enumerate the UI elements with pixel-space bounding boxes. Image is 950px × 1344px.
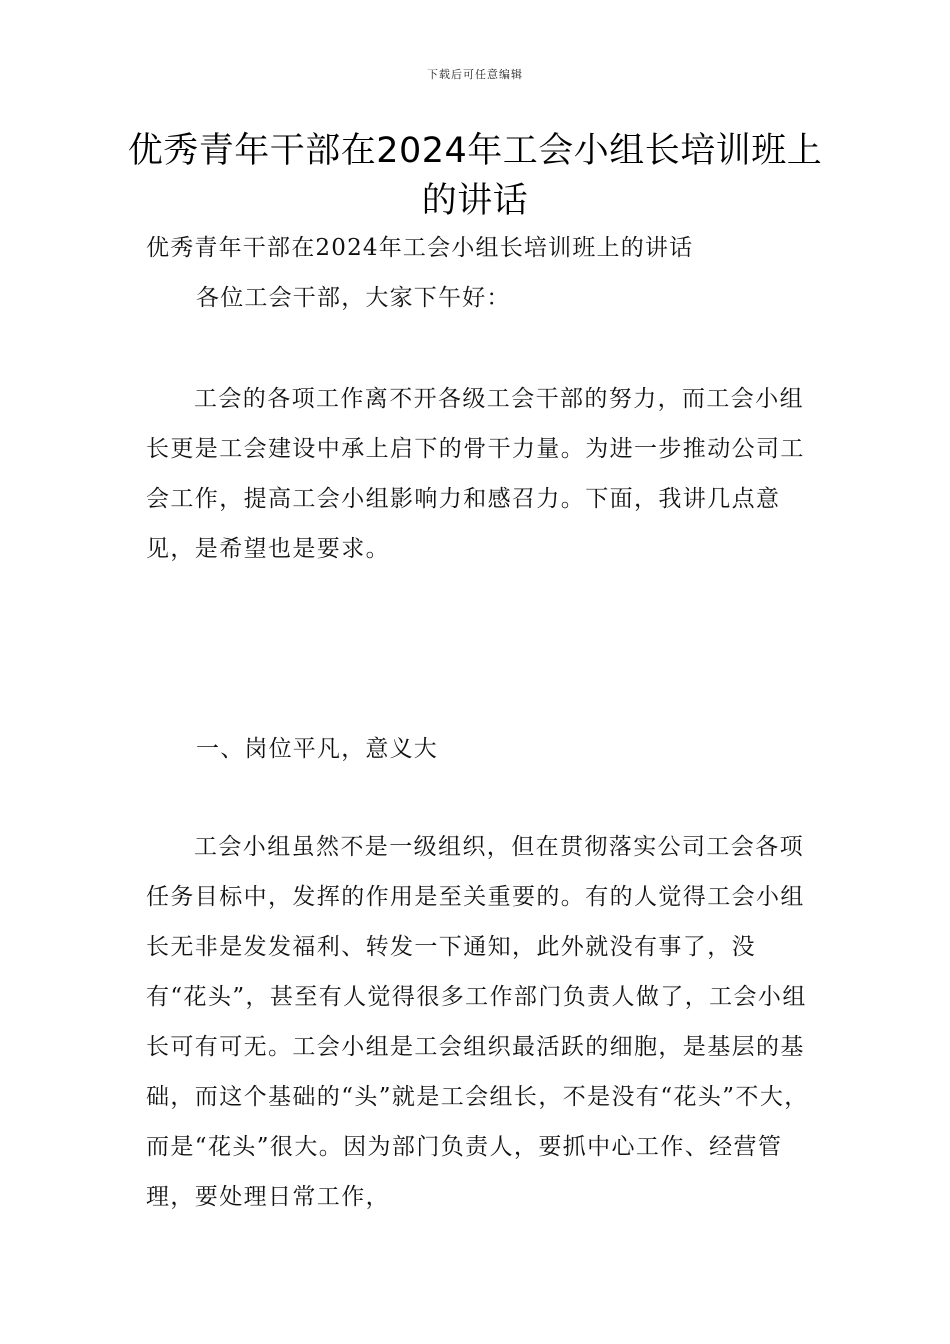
download-note: 下载后可任意编辑 bbox=[427, 68, 523, 81]
intro-paragraph: 工会的各项工作离不开各级工会干部的努力，而工会小组长更是工会建设中承上启下的骨干力量。为进一步推动公司工会工作，提高工会小组影响力和感召力。下面，我讲几点意见，是希望也是要求。 bbox=[146, 386, 805, 562]
greeting: 各位工会干部，大家下午好： bbox=[196, 285, 511, 311]
body-paragraph: 工会小组虽然不是一级组织，但在贯彻落实公司工会各项任务目标中，发挥的作用是至关重要的。有的人觉得工会小组长无非是发发福利、转发一下通知，此外就没有事了，没有“花头”，甚至有人觉得很多工作部门负责人做了，工会小组长可有可无。工会小组是工会组织最活跃的细胞，是基层的基础，而这个基础的“头”就是工会组长，不是没有“花头”不大，而是“花头”很大。因为部门负责人，要抓中心工作、经营管理，要处理日常工作， bbox=[146, 834, 809, 1210]
section-heading: 一、岗位平凡，意义大 bbox=[196, 736, 438, 762]
document-subtitle: 优秀青年干部在2024年工会小组长培训班上的讲话 bbox=[146, 235, 694, 261]
document-title: 优秀青年干部在2024年工会小组长培训班上的讲话 bbox=[127, 131, 823, 221]
